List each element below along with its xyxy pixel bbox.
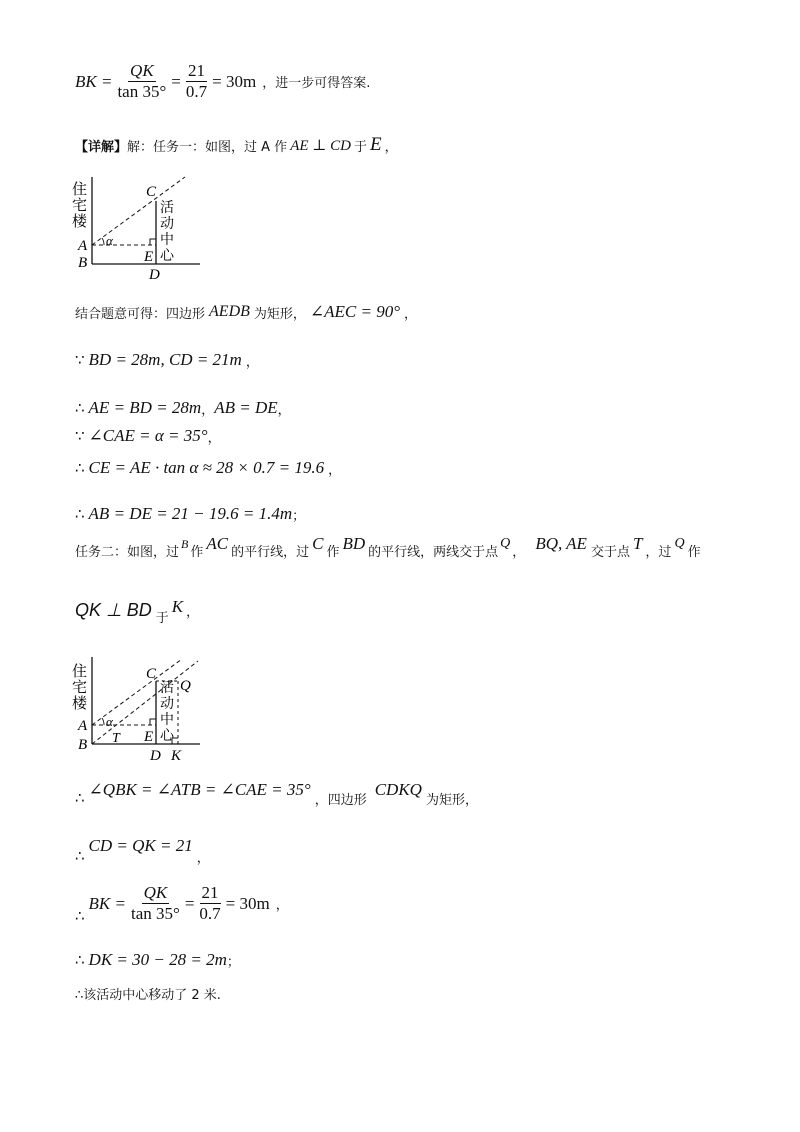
rectangle-statement: 结合题意可得：四边形 AEDB 为矩形， ∠AEC = 90° ，	[75, 302, 418, 322]
label-center-3: 中	[160, 233, 174, 248]
point-d: D	[149, 267, 160, 282]
point-a: A	[78, 238, 88, 254]
label-center-4: 心	[160, 729, 174, 744]
label-center-2: 动	[160, 697, 174, 712]
right-angle-mark-e	[150, 719, 156, 725]
label-center-1: 活	[160, 201, 174, 216]
ce-calc: ∴ CE = AE · tan α ≈ 28 × 0.7 = 19.6 ，	[75, 458, 342, 478]
label-center-3: 中	[160, 713, 174, 728]
right-angle-mark	[150, 239, 156, 245]
bk-calc: ∴ BK = $\frac{QK}{\tan 35^\circ}$ = $\frac{21}{0.7}$ = 30m ，	[75, 883, 289, 925]
point-k: K	[171, 748, 182, 764]
label-center-4: 心	[160, 249, 174, 264]
figure-1-diagram	[70, 172, 210, 282]
point-b: B	[78, 255, 88, 271]
point-e: E	[144, 249, 154, 265]
label-building-1: 住	[72, 664, 88, 680]
point-c: C	[146, 184, 157, 200]
point-a: A	[78, 718, 88, 734]
fraction-qk-tan35: $\frac{QK}{\tan 35^\circ}$	[117, 61, 167, 101]
given-bd-cd: ∵ BD = 28m, CD = 21m ，	[75, 350, 259, 370]
point-b: B	[78, 737, 88, 753]
ab-result: ∴ AB = DE = 21 − 19.6 = 1.4m ；	[75, 504, 306, 524]
conclusion: ∴该活动中心移动了 2 米.	[75, 988, 221, 1003]
dk-result: ∴ DK = 30 − 28 = 2m ；	[75, 950, 240, 970]
label-building-2: 宅	[72, 198, 88, 214]
point-e: E	[144, 729, 154, 745]
fraction-qk-tan35-2: $\frac{QK}{\tan 35^\circ}$	[131, 883, 180, 923]
angle-arc	[102, 718, 104, 725]
angle-arc	[102, 238, 104, 245]
label-center-2: 动	[160, 217, 174, 232]
detail-tag: 【详解】	[75, 139, 128, 155]
detail-line: 【详解】 解：任务一：如图，过 A 作 AE ⊥ CD 于 E ，	[75, 134, 398, 155]
task-two-line: 任务二：如图，过 B 作 AC 的平行线，过 C 作 BD 的平行线，两线交于点 Q ， BQ, AE 交于点 T ，过 Q 作	[75, 534, 701, 560]
label-building-1: 住	[72, 182, 88, 198]
figure-2-diagram	[70, 652, 210, 764]
label-building-3: 楼	[72, 696, 88, 712]
qk-perpendicular: QK ⊥ BD 于 K ，	[75, 596, 200, 626]
angle-alpha: α	[106, 233, 113, 248]
angle-equality: ∴ ∠QBK = ∠ATB = ∠CAE = 35° ，四边形 CDKQ 为矩形，	[75, 780, 478, 808]
point-q: Q	[180, 678, 191, 694]
angle-cae: ∵ ∠CAE = α = 35° ，	[75, 426, 221, 446]
label-center-1: 活	[160, 681, 174, 696]
point-c: C	[146, 666, 157, 682]
point-d: D	[150, 748, 161, 764]
fraction-21-07-2: $\frac{21}{0.7}$	[199, 883, 221, 923]
formula-bk-intro: BK = $\frac{QK}{\tan 35^\circ}$ = $\frac{21}{0.7}$ = 30m ，进一步可得答案.	[75, 61, 371, 101]
label-building-2: 宅	[72, 680, 88, 696]
cd-equals-qk: ∴ CD = QK = 21 ，	[75, 836, 210, 866]
point-t: T	[112, 731, 120, 746]
label-building-3: 楼	[72, 214, 88, 230]
angle-alpha: α	[106, 714, 113, 729]
fraction-21-07: $\frac{21}{0.7}$	[185, 61, 208, 101]
ae-equals-bd: ∴ AE = BD = 28m ， AB = DE ，	[75, 398, 291, 418]
